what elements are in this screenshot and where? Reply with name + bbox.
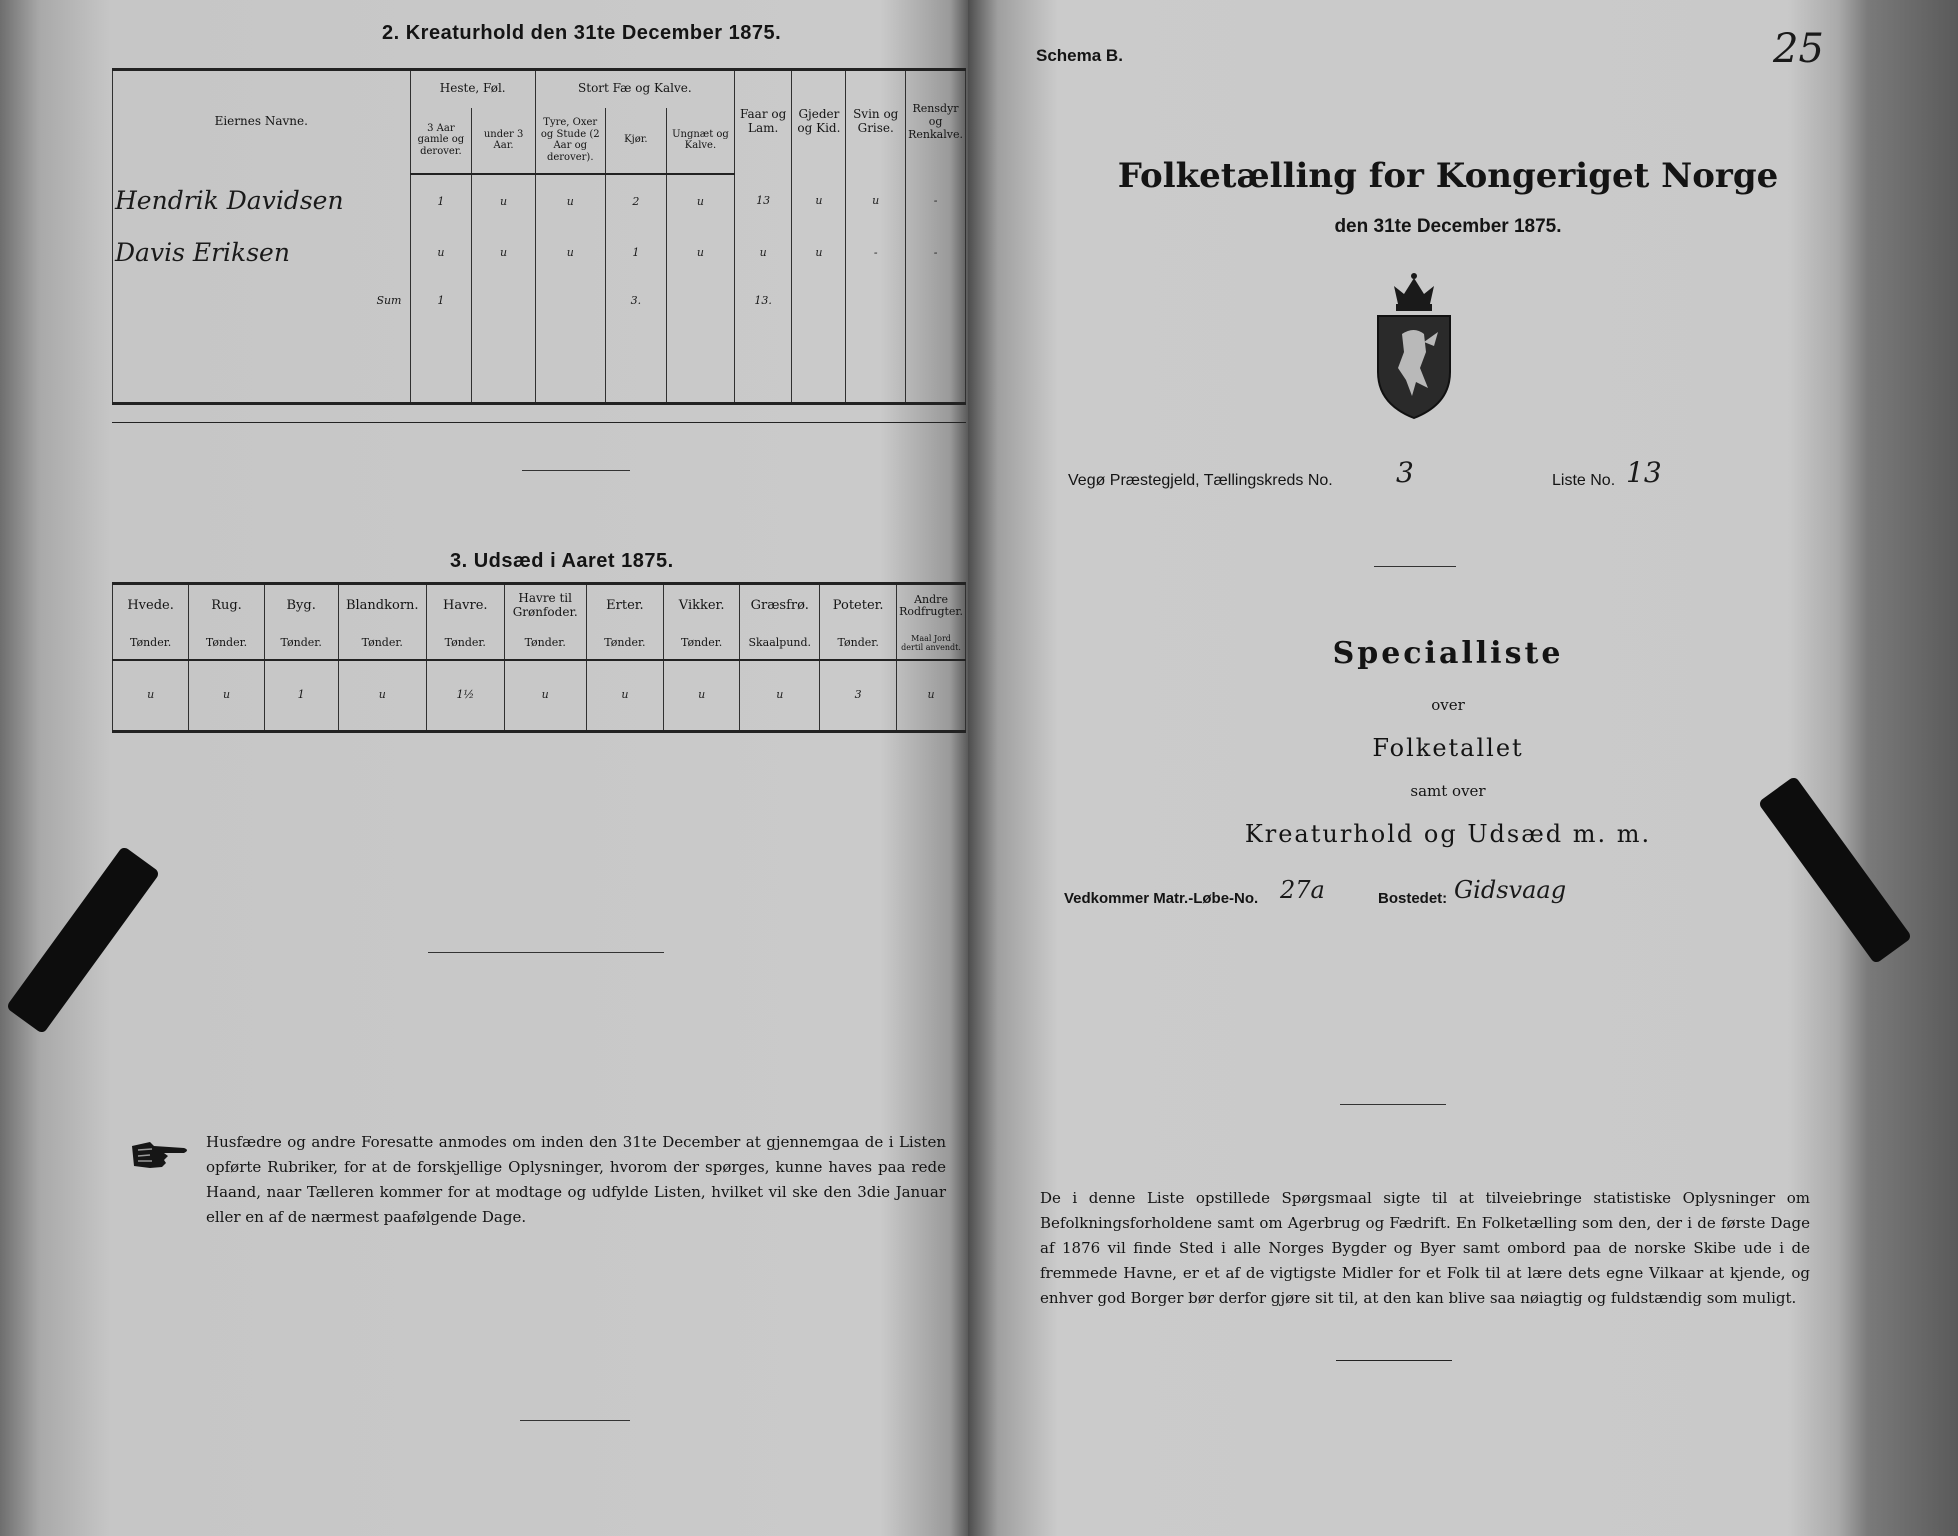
potatoes-header: Poteter.	[820, 584, 897, 628]
divider	[1340, 1104, 1446, 1105]
sum-cell	[667, 278, 735, 326]
calves-header: Ungnæt og Kalve.	[667, 108, 735, 174]
sum-cell	[535, 278, 605, 326]
cell: u	[338, 660, 426, 732]
cell: u	[535, 230, 605, 278]
bostedet-value: Gidsvaag	[1454, 876, 1567, 904]
list-number: 13	[1626, 456, 1662, 489]
barley-header: Byg.	[264, 584, 338, 628]
livestock-table	[112, 68, 966, 405]
divider	[1336, 1360, 1452, 1361]
cattle-group-header: Stort Fæ og Kalve.	[535, 70, 734, 108]
kreaturhold-heading: Kreaturhold og Udsæd m. m.	[1244, 820, 1652, 848]
schema-label: Schema B.	[1036, 46, 1123, 65]
page-number: 25	[1773, 26, 1824, 72]
peas-header: Erter.	[586, 584, 663, 628]
sheep-column-header: Faar og Lam.	[734, 70, 792, 174]
table-row	[113, 326, 966, 404]
cell: u	[792, 174, 846, 230]
oats-header: Havre.	[426, 584, 504, 628]
unit-label: Tønder.	[586, 628, 663, 660]
sum-cell: 13.	[734, 278, 792, 326]
pigs-column-header: Svin og Grise.	[846, 70, 906, 174]
divider	[1374, 566, 1456, 567]
clip-tab-left	[6, 846, 161, 1035]
cell: u	[897, 660, 966, 732]
cell: 3	[820, 660, 897, 732]
cell: u	[472, 230, 536, 278]
horses-under3-header: under 3 Aar.	[472, 108, 536, 174]
divider	[522, 470, 630, 471]
cows-header: Kjør.	[605, 108, 667, 174]
sum-label: Sum	[113, 278, 411, 326]
unit-label: Tønder.	[426, 628, 504, 660]
cell: u	[740, 660, 820, 732]
cell: u	[504, 660, 586, 732]
unit-label: Maal Jord dertil anvendt.	[897, 628, 966, 660]
unit-label: Tønder.	[189, 628, 265, 660]
vetch-header: Vikker.	[664, 584, 740, 628]
sum-cell: 1	[410, 278, 472, 326]
oats-fodder-header: Havre til Grønfoder.	[504, 584, 586, 628]
bostedet-label: Bostedet:	[1378, 890, 1448, 907]
cell: u	[734, 230, 792, 278]
wheat-header: Hvede.	[113, 584, 189, 628]
list-label: Liste No.	[1552, 472, 1616, 489]
over-label: over	[1431, 696, 1465, 714]
cell: 1	[264, 660, 338, 732]
goats-column-header: Gjeder og Kid.	[792, 70, 846, 174]
unit-label: Tønder.	[113, 628, 189, 660]
cell: u	[189, 660, 265, 732]
divider	[520, 1420, 630, 1421]
cell: u	[792, 230, 846, 278]
reindeer-column-header: Rensdyr og Renkalve.	[906, 70, 966, 174]
matr-label: Vedkommer Matr.-Løbe-No.	[1064, 890, 1259, 907]
right-page	[968, 0, 1958, 1536]
matr-number: 27a	[1280, 876, 1325, 904]
owner-name: Hendrik Davidsen	[113, 174, 411, 230]
sum-cell	[472, 278, 536, 326]
sum-cell: 3.	[605, 278, 667, 326]
sum-cell	[846, 278, 906, 326]
unit-label: Skaalpund.	[740, 628, 820, 660]
udsaed-section-title: 3. Udsæd i Aaret 1875.	[450, 550, 674, 572]
pointing-hand-icon	[130, 1136, 192, 1172]
left-page	[0, 0, 968, 1536]
horses-group-header: Heste, Føl.	[410, 70, 535, 108]
unit-label: Tønder.	[264, 628, 338, 660]
owner-column-header: Eiernes Navne.	[113, 70, 411, 174]
notice-paragraph: Husfædre og andre Foresatte anmodes om inden den 31te December at gjennemgaa de i Listen opførte Rubriker, for at de forskjellige Oplysninger, hvorom der spørges, kunne haves paa rede Haand, naar Tælleren kommer for at modtage og udfylde Listen, hvilket vil ske den 3die Januar eller en af de nærmest paafølgende Dage.	[206, 1133, 946, 1226]
table-row	[113, 660, 966, 732]
parish-label: Vegø Præstegjeld, Tællingskreds No.	[1068, 472, 1333, 489]
grass-seed-header: Græsfrø.	[740, 584, 820, 628]
bulls-oxen-header: Tyre, Oxer og Stude (2 Aar og derover).	[535, 108, 605, 174]
divider	[112, 422, 966, 423]
unit-label: Tønder.	[504, 628, 586, 660]
cell: 1½	[426, 660, 504, 732]
cell: u	[472, 174, 536, 230]
divider	[428, 952, 664, 953]
cell: u	[586, 660, 663, 732]
horses-3yr-header: 3 Aar gamle og derover.	[410, 108, 472, 174]
samt-over-label: samt over	[1410, 782, 1486, 800]
owner-name: Davis Eriksen	[113, 230, 411, 278]
sum-row	[113, 278, 966, 326]
cell: u	[113, 660, 189, 732]
intro-paragraph: De i denne Liste opstillede Spørgsmaal sigte til at tilveiebringe statistiske Oplysninger om Befolkningsforholdene samt om Agerbrug og Fædrift. En Folketælling som den, der i de første Dage af 1876 vil finde Sted i alle Norges Bygder og Byer samt ombord paa de norske Skibe ude i de fremmede Havne, er et af de vigtigste Midler for et Folk til at lære dets egne Vilkaar at kjende, og enhver god Borger bør derfor gjøre sit til, at den kan blive saa nøiagtig og fuldstændig som muligt.	[1040, 1189, 1810, 1307]
table-row	[113, 230, 966, 278]
district-number: 3	[1396, 456, 1414, 489]
sum-cell	[792, 278, 846, 326]
cell: u	[410, 230, 472, 278]
sum-cell	[906, 278, 966, 326]
page-title: Folketælling for Kongeriget Norge	[1117, 156, 1779, 196]
rye-header: Rug.	[189, 584, 265, 628]
cell: 2	[605, 174, 667, 230]
folketallet-heading: Folketallet	[1372, 734, 1524, 762]
cell: -	[906, 230, 966, 278]
unit-label: Tønder.	[820, 628, 897, 660]
other-roots-header: Andre Rodfrugter.	[897, 584, 966, 628]
census-date: den 31te December 1875.	[1334, 216, 1562, 237]
unit-label: Tønder.	[664, 628, 740, 660]
cell: u	[535, 174, 605, 230]
specialliste-heading: Specialliste	[1332, 636, 1564, 671]
unit-label: Tønder.	[338, 628, 426, 660]
cell: 1	[605, 230, 667, 278]
cell: u	[846, 174, 906, 230]
cell: -	[906, 174, 966, 230]
kreaturhold-section-title: 2. Kreaturhold den 31te December 1875.	[382, 22, 782, 44]
clip-tab-right	[1758, 776, 1913, 965]
cell: -	[846, 230, 906, 278]
seed-table	[112, 582, 966, 733]
norwegian-coat-of-arms-icon	[1368, 272, 1460, 422]
cell: 1	[410, 174, 472, 230]
cell: u	[664, 660, 740, 732]
mixed-grain-header: Blandkorn.	[338, 584, 426, 628]
cell: u	[667, 230, 735, 278]
table-row	[113, 174, 966, 230]
cell: u	[667, 174, 735, 230]
cell: 13	[734, 174, 792, 230]
